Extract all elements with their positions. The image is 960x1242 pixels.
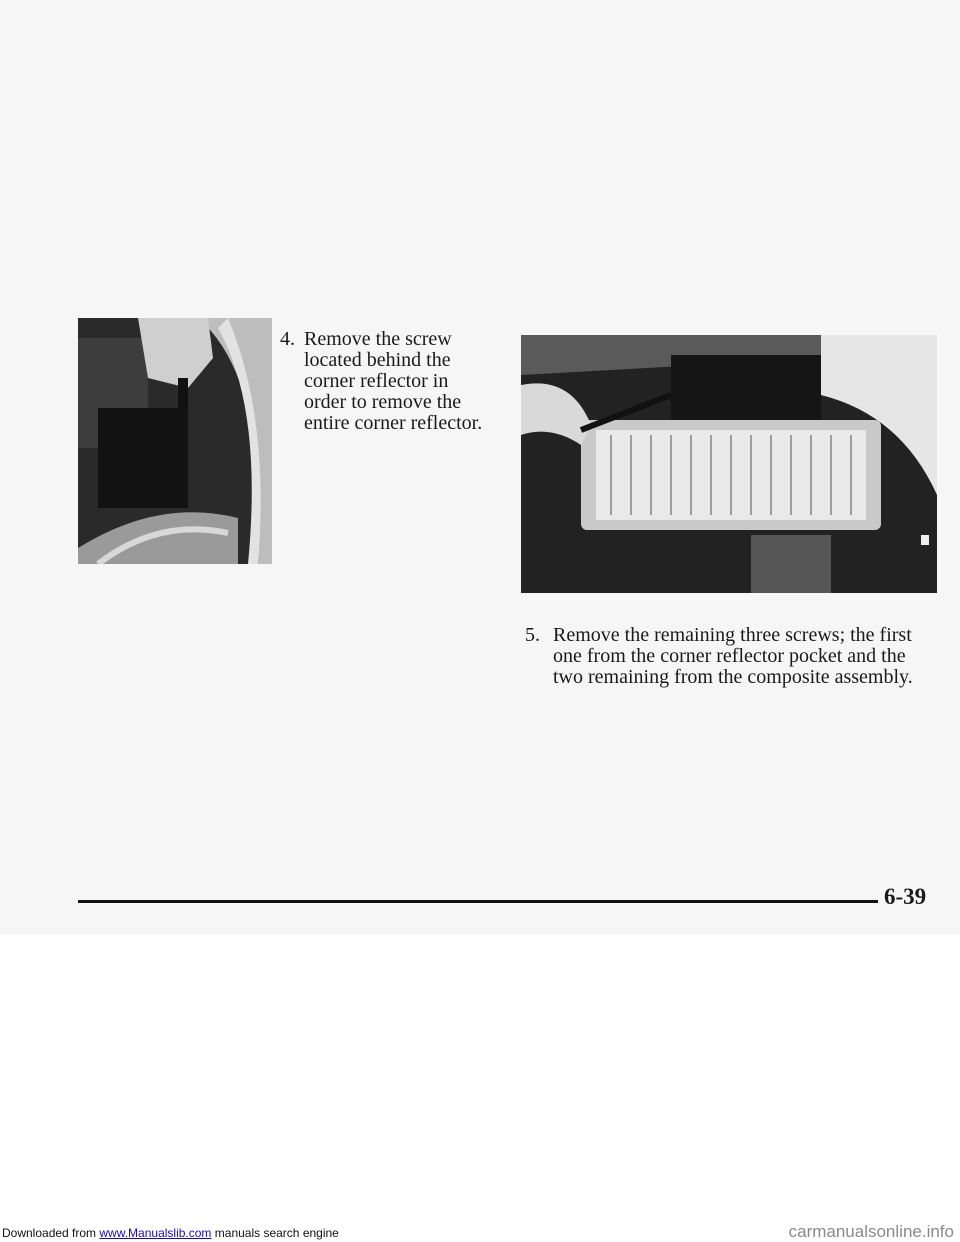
download-footer <box>2 1226 339 1240</box>
step-4-text: Remove the screw located behind the corner reflector in order to remove the entire corner reflector. <box>304 328 483 434</box>
corner-reflector-screw-illustration <box>78 318 272 564</box>
manualslib-link[interactable]: www.Manualslib.com <box>99 1226 212 1240</box>
footer-suffix: manuals search engine <box>211 1226 339 1240</box>
step-5 <box>525 625 925 688</box>
headlamp-assembly-illustration <box>521 335 937 593</box>
step-4 <box>280 329 490 434</box>
page-number: 6-39 <box>884 884 927 909</box>
step-5-text: Remove the remaining three screws; the first one from the corner reflector pocket and the two remaining from the composite assembly. <box>553 624 913 688</box>
headlamp-assembly-photo <box>521 335 937 593</box>
step-4-number: 4. <box>280 328 295 350</box>
watermark: carmanualsonline.info <box>788 1222 954 1241</box>
footer-prefix: Downloaded from <box>2 1226 100 1240</box>
corner-reflector-screw-photo <box>78 318 272 564</box>
step-5-number: 5. <box>525 624 540 646</box>
footer-rule <box>78 900 878 903</box>
